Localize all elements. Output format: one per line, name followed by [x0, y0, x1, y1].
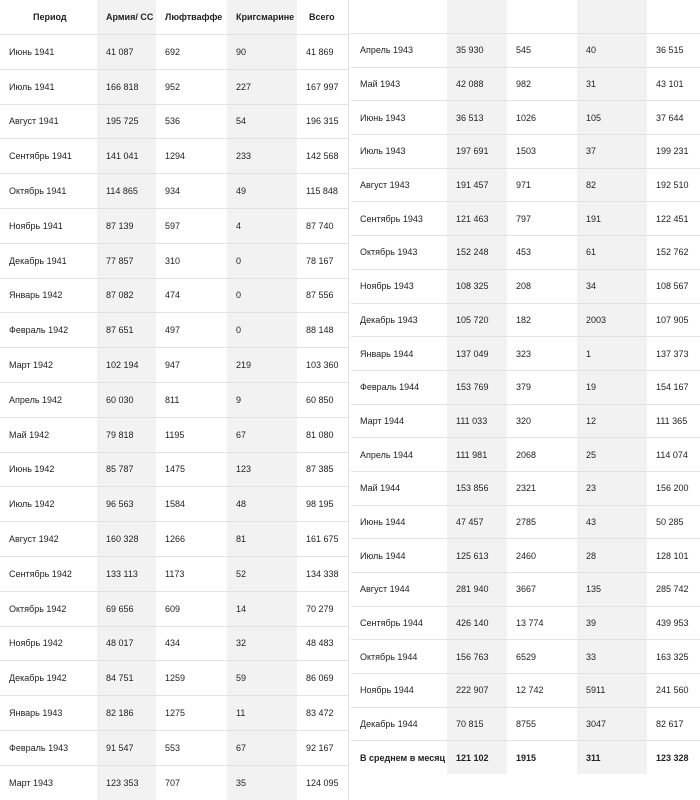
- cell-total: 86 069: [297, 661, 348, 696]
- table-row: [351, 168, 700, 202]
- cell-period: Октябрь 1941: [0, 174, 97, 209]
- table-row: [351, 101, 700, 135]
- cell-luftwaffe: 434: [156, 626, 227, 661]
- cell-luftwaffe: 323: [507, 337, 577, 371]
- cell-total: 87 740: [297, 208, 348, 243]
- table-row: [351, 505, 700, 539]
- cell-army: 156 763: [447, 640, 507, 674]
- cell-luftwaffe: 182: [507, 303, 577, 337]
- cell-luftwaffe: 1584: [156, 487, 227, 522]
- cell-period: Ноябрь 1941: [0, 208, 97, 243]
- cell-army: 84 751: [97, 661, 156, 696]
- table-row: [351, 471, 700, 505]
- cell-period: Июль 1943: [351, 135, 447, 169]
- cell-navy: 28: [577, 539, 647, 573]
- cell-period: Октябрь 1944: [351, 640, 447, 674]
- cell-navy: 90: [227, 35, 297, 70]
- header-navy: Кригсмарине: [227, 0, 297, 35]
- cell-navy: 233: [227, 139, 297, 174]
- cell-navy: 12: [577, 404, 647, 438]
- header-luftwaffe: Люфтваффе: [165, 12, 223, 22]
- table-row: [351, 404, 700, 438]
- cell-navy: 11: [227, 696, 297, 731]
- cell-army: 85 787: [97, 452, 156, 487]
- cell-navy: 67: [227, 417, 297, 452]
- table-row: [0, 348, 348, 383]
- cell-luftwaffe: 811: [156, 382, 227, 417]
- cell-army: 152 248: [447, 236, 507, 270]
- cell-period: Июль 1941: [0, 69, 97, 104]
- cell-navy: 5911: [577, 674, 647, 708]
- cell-army: 141 041: [97, 139, 156, 174]
- table-row: [351, 640, 700, 674]
- summary-navy: 311: [577, 741, 647, 774]
- cell-period: Ноябрь 1944: [351, 674, 447, 708]
- cell-luftwaffe: 1173: [156, 556, 227, 591]
- cell-navy: 14: [227, 591, 297, 626]
- cell-period: Июнь 1942: [0, 452, 97, 487]
- cell-period: Декабрь 1941: [0, 243, 97, 278]
- table-row: [0, 174, 348, 209]
- cell-total: 82 617: [647, 707, 700, 741]
- table-row: [351, 34, 700, 68]
- cell-luftwaffe: 545: [507, 34, 577, 68]
- table-row: [0, 487, 348, 522]
- cell-navy: 54: [227, 104, 297, 139]
- cell-total: 163 325: [647, 640, 700, 674]
- cell-period: Октябрь 1943: [351, 236, 447, 270]
- cell-period: Сентябрь 1944: [351, 606, 447, 640]
- cell-period: Декабрь 1942: [0, 661, 97, 696]
- cell-navy: 0: [227, 278, 297, 313]
- cell-period: Июль 1944: [351, 539, 447, 573]
- cell-luftwaffe: 692: [156, 35, 227, 70]
- cell-navy: 219: [227, 348, 297, 383]
- cell-luftwaffe: 982: [507, 67, 577, 101]
- cell-navy: 9: [227, 382, 297, 417]
- header-total: Всего: [309, 12, 335, 22]
- cell-total: 37 644: [647, 101, 700, 135]
- cell-army: 191 457: [447, 168, 507, 202]
- cell-navy: 19: [577, 370, 647, 404]
- cell-navy: 40: [577, 34, 647, 68]
- cell-period: Январь 1942: [0, 278, 97, 313]
- summary-total: 123 328: [647, 741, 700, 774]
- cell-period: Апрель 1942: [0, 382, 97, 417]
- table-row: [0, 104, 348, 139]
- cell-army: 281 940: [447, 573, 507, 607]
- cell-total: 81 080: [297, 417, 348, 452]
- cell-total: 107 905: [647, 303, 700, 337]
- cell-navy: 105: [577, 101, 647, 135]
- cell-army: 121 463: [447, 202, 507, 236]
- table-row: [0, 382, 348, 417]
- cell-army: 105 720: [447, 303, 507, 337]
- cell-luftwaffe: 1266: [156, 522, 227, 557]
- table-row: [0, 730, 348, 765]
- cell-luftwaffe: 707: [156, 765, 227, 799]
- cell-luftwaffe: 947: [156, 348, 227, 383]
- cell-army: 36 513: [447, 101, 507, 135]
- cell-navy: 33: [577, 640, 647, 674]
- cell-navy: 23: [577, 471, 647, 505]
- cell-total: 43 101: [647, 67, 700, 101]
- cell-army: 153 856: [447, 471, 507, 505]
- cell-period: Ноябрь 1943: [351, 269, 447, 303]
- cell-total: 83 472: [297, 696, 348, 731]
- table-row: [0, 417, 348, 452]
- cell-total: 128 101: [647, 539, 700, 573]
- cell-period: Январь 1944: [351, 337, 447, 371]
- table-row: [0, 556, 348, 591]
- cell-luftwaffe: 536: [156, 104, 227, 139]
- cell-total: 241 560: [647, 674, 700, 708]
- table-row: [351, 303, 700, 337]
- header-row: [0, 0, 348, 35]
- cell-total: 142 568: [297, 139, 348, 174]
- cell-total: 41 869: [297, 35, 348, 70]
- header-row-empty: [351, 0, 700, 34]
- cell-total: 134 338: [297, 556, 348, 591]
- table-row: [351, 67, 700, 101]
- cell-period: Январь 1943: [0, 696, 97, 731]
- cell-army: 70 815: [447, 707, 507, 741]
- left-table-panel: [0, 0, 349, 800]
- summary-army: 121 102: [447, 741, 507, 774]
- cell-navy: 34: [577, 269, 647, 303]
- cell-total: 285 742: [647, 573, 700, 607]
- cell-navy: 39: [577, 606, 647, 640]
- cell-army: 87 651: [97, 313, 156, 348]
- cell-navy: 0: [227, 243, 297, 278]
- cell-navy: 0: [227, 313, 297, 348]
- cell-army: 79 818: [97, 417, 156, 452]
- cell-army: 123 353: [97, 765, 156, 799]
- cell-luftwaffe: 2460: [507, 539, 577, 573]
- header-period: Период: [33, 12, 67, 22]
- cell-luftwaffe: 8755: [507, 707, 577, 741]
- cell-army: 137 049: [447, 337, 507, 371]
- table-row: [0, 313, 348, 348]
- table-row: [351, 438, 700, 472]
- cell-total: 36 515: [647, 34, 700, 68]
- header-blank-5: [647, 0, 700, 34]
- cell-total: 111 365: [647, 404, 700, 438]
- cell-navy: 4: [227, 208, 297, 243]
- cell-total: 199 231: [647, 135, 700, 169]
- table-row: [0, 661, 348, 696]
- summary-row: [351, 741, 700, 774]
- cell-navy: 43: [577, 505, 647, 539]
- cell-total: 108 567: [647, 269, 700, 303]
- cell-period: Февраль 1944: [351, 370, 447, 404]
- cell-luftwaffe: 1259: [156, 661, 227, 696]
- table-row: [0, 208, 348, 243]
- cell-luftwaffe: 971: [507, 168, 577, 202]
- cell-navy: 35: [227, 765, 297, 799]
- cell-total: 114 074: [647, 438, 700, 472]
- table-row: [351, 707, 700, 741]
- header-blank-1: [351, 0, 447, 34]
- cell-period: Июль 1942: [0, 487, 97, 522]
- cell-total: 88 148: [297, 313, 348, 348]
- cell-period: Февраль 1943: [0, 730, 97, 765]
- table-row: [0, 452, 348, 487]
- cell-army: 108 325: [447, 269, 507, 303]
- cell-army: 48 017: [97, 626, 156, 661]
- cell-period: Апрель 1944: [351, 438, 447, 472]
- cell-navy: 227: [227, 69, 297, 104]
- summary-luftwaffe: 1915: [507, 741, 577, 774]
- cell-navy: 3047: [577, 707, 647, 741]
- cell-period: Декабрь 1944: [351, 707, 447, 741]
- cell-period: Август 1944: [351, 573, 447, 607]
- cell-luftwaffe: 952: [156, 69, 227, 104]
- cell-luftwaffe: 934: [156, 174, 227, 209]
- cell-army: 111 033: [447, 404, 507, 438]
- cell-luftwaffe: 1294: [156, 139, 227, 174]
- right-table-panel: [351, 0, 700, 774]
- cell-luftwaffe: 2785: [507, 505, 577, 539]
- cell-total: 154 167: [647, 370, 700, 404]
- cell-period: Август 1941: [0, 104, 97, 139]
- cell-luftwaffe: 797: [507, 202, 577, 236]
- cell-navy: 2003: [577, 303, 647, 337]
- cell-total: 439 953: [647, 606, 700, 640]
- cell-period: Октябрь 1942: [0, 591, 97, 626]
- cell-total: 48 483: [297, 626, 348, 661]
- cell-total: 156 200: [647, 471, 700, 505]
- cell-army: 91 547: [97, 730, 156, 765]
- cell-army: 87 082: [97, 278, 156, 313]
- cell-navy: 31: [577, 67, 647, 101]
- cell-army: 82 186: [97, 696, 156, 731]
- cell-luftwaffe: 6529: [507, 640, 577, 674]
- cell-navy: 25: [577, 438, 647, 472]
- table-row: [351, 674, 700, 708]
- cell-period: Июнь 1944: [351, 505, 447, 539]
- cell-army: 87 139: [97, 208, 156, 243]
- cell-period: Сентябрь 1942: [0, 556, 97, 591]
- cell-army: 102 194: [97, 348, 156, 383]
- cell-navy: 82: [577, 168, 647, 202]
- table-row: [351, 236, 700, 270]
- cell-navy: 32: [227, 626, 297, 661]
- cell-period: Апрель 1943: [351, 34, 447, 68]
- cell-luftwaffe: 2321: [507, 471, 577, 505]
- cell-army: 153 769: [447, 370, 507, 404]
- cell-luftwaffe: 497: [156, 313, 227, 348]
- cell-period: Сентябрь 1941: [0, 139, 97, 174]
- header-army: Армия/ СС: [97, 0, 156, 35]
- header-blank-2: [447, 0, 507, 34]
- cell-army: 77 857: [97, 243, 156, 278]
- cell-total: 60 850: [297, 382, 348, 417]
- cell-navy: 135: [577, 573, 647, 607]
- cell-period: Ноябрь 1942: [0, 626, 97, 661]
- cell-period: Март 1942: [0, 348, 97, 383]
- cell-army: 133 113: [97, 556, 156, 591]
- table-row: [0, 696, 348, 731]
- cell-total: 78 167: [297, 243, 348, 278]
- cell-army: 47 457: [447, 505, 507, 539]
- losses-table-right: [351, 0, 700, 774]
- table-row: [0, 522, 348, 557]
- cell-period: Март 1944: [351, 404, 447, 438]
- cell-army: 125 613: [447, 539, 507, 573]
- cell-period: Август 1942: [0, 522, 97, 557]
- cell-luftwaffe: 379: [507, 370, 577, 404]
- header-blank-3: [507, 0, 577, 34]
- cell-luftwaffe: 1475: [156, 452, 227, 487]
- cell-luftwaffe: 609: [156, 591, 227, 626]
- cell-navy: 49: [227, 174, 297, 209]
- cell-period: Июнь 1941: [0, 35, 97, 70]
- cell-navy: 1: [577, 337, 647, 371]
- cell-total: 152 762: [647, 236, 700, 270]
- cell-luftwaffe: 3667: [507, 573, 577, 607]
- cell-army: 35 930: [447, 34, 507, 68]
- table-row: [0, 35, 348, 70]
- cell-total: 98 195: [297, 487, 348, 522]
- cell-total: 115 848: [297, 174, 348, 209]
- cell-navy: 37: [577, 135, 647, 169]
- cell-total: 87 556: [297, 278, 348, 313]
- cell-luftwaffe: 320: [507, 404, 577, 438]
- table-row: [0, 591, 348, 626]
- cell-navy: 48: [227, 487, 297, 522]
- cell-total: 87 385: [297, 452, 348, 487]
- cell-army: 195 725: [97, 104, 156, 139]
- cell-army: 114 865: [97, 174, 156, 209]
- cell-luftwaffe: 1503: [507, 135, 577, 169]
- cell-total: 122 451: [647, 202, 700, 236]
- cell-period: Июнь 1943: [351, 101, 447, 135]
- cell-navy: 52: [227, 556, 297, 591]
- cell-navy: 61: [577, 236, 647, 270]
- table-row: [351, 606, 700, 640]
- table-row: [0, 69, 348, 104]
- table-row: [351, 370, 700, 404]
- cell-navy: 123: [227, 452, 297, 487]
- table-row: [351, 573, 700, 607]
- cell-luftwaffe: 1026: [507, 101, 577, 135]
- table-row: [0, 243, 348, 278]
- cell-total: 167 997: [297, 69, 348, 104]
- cell-luftwaffe: 13 774: [507, 606, 577, 640]
- cell-luftwaffe: 453: [507, 236, 577, 270]
- cell-army: 69 656: [97, 591, 156, 626]
- cell-navy: 81: [227, 522, 297, 557]
- table-row: [0, 278, 348, 313]
- table-row: [351, 269, 700, 303]
- cell-total: 196 315: [297, 104, 348, 139]
- cell-period: Май 1944: [351, 471, 447, 505]
- left-table-body: [0, 35, 348, 800]
- cell-period: Сентябрь 1943: [351, 202, 447, 236]
- table-row: [351, 135, 700, 169]
- cell-period: Май 1943: [351, 67, 447, 101]
- cell-army: 166 818: [97, 69, 156, 104]
- cell-period: Август 1943: [351, 168, 447, 202]
- cell-total: 92 167: [297, 730, 348, 765]
- cell-total: 192 510: [647, 168, 700, 202]
- cell-luftwaffe: 553: [156, 730, 227, 765]
- cell-army: 197 691: [447, 135, 507, 169]
- cell-army: 42 088: [447, 67, 507, 101]
- header-blank-4: [577, 0, 647, 34]
- cell-luftwaffe: 12 742: [507, 674, 577, 708]
- cell-army: 96 563: [97, 487, 156, 522]
- losses-table-left: [0, 0, 348, 800]
- cell-luftwaffe: 1275: [156, 696, 227, 731]
- cell-luftwaffe: 310: [156, 243, 227, 278]
- cell-luftwaffe: 597: [156, 208, 227, 243]
- cell-navy: 191: [577, 202, 647, 236]
- table-row: [351, 202, 700, 236]
- table-row: [351, 539, 700, 573]
- cell-period: Май 1942: [0, 417, 97, 452]
- cell-army: 60 030: [97, 382, 156, 417]
- cell-army: 160 328: [97, 522, 156, 557]
- cell-luftwaffe: 2068: [507, 438, 577, 472]
- cell-period: Февраль 1942: [0, 313, 97, 348]
- cell-total: 124 095: [297, 765, 348, 799]
- cell-period: Март 1943: [0, 765, 97, 799]
- cell-total: 70 279: [297, 591, 348, 626]
- cell-total: 137 373: [647, 337, 700, 371]
- cell-luftwaffe: 208: [507, 269, 577, 303]
- cell-total: 50 285: [647, 505, 700, 539]
- right-table-body: [351, 34, 700, 775]
- cell-navy: 67: [227, 730, 297, 765]
- cell-total: 103 360: [297, 348, 348, 383]
- table-row: [0, 139, 348, 174]
- table-row: [0, 626, 348, 661]
- table-row: [0, 765, 348, 799]
- summary-period: В среднем в месяц: [351, 741, 447, 774]
- cell-army: 41 087: [97, 35, 156, 70]
- cell-luftwaffe: 1195: [156, 417, 227, 452]
- cell-total: 161 675: [297, 522, 348, 557]
- cell-period: Декабрь 1943: [351, 303, 447, 337]
- cell-navy: 59: [227, 661, 297, 696]
- cell-army: 111 981: [447, 438, 507, 472]
- cell-army: 426 140: [447, 606, 507, 640]
- cell-army: 222 907: [447, 674, 507, 708]
- table-row: [351, 337, 700, 371]
- cell-luftwaffe: 474: [156, 278, 227, 313]
